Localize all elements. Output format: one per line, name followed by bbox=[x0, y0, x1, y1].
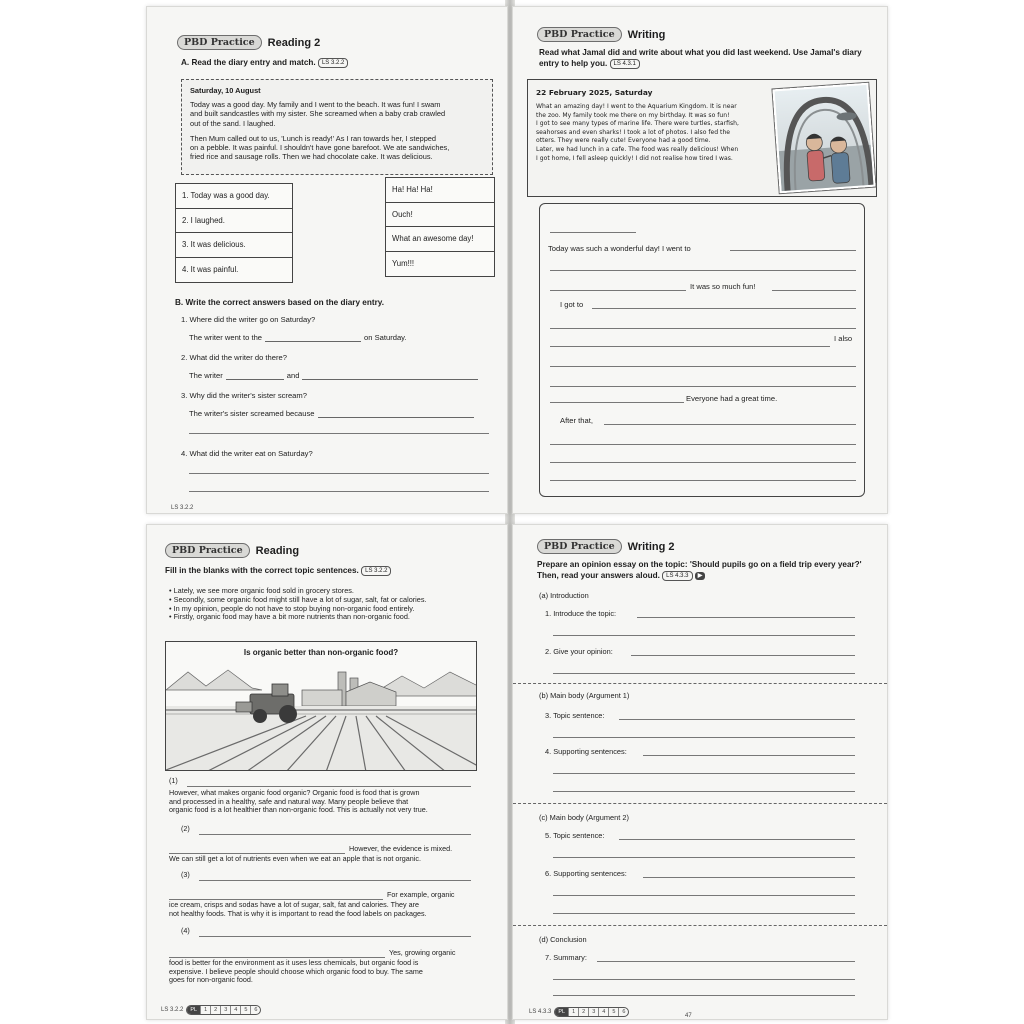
speaking-tag-icon: ▶ bbox=[695, 572, 706, 580]
model-date: 22 February 2025, Saturday bbox=[536, 88, 653, 97]
section-divider bbox=[513, 803, 887, 804]
option-item: • Secondly, some organic food might still have a lot of sugar, salt, fat or calories. bbox=[169, 594, 427, 604]
page-header bbox=[537, 539, 675, 554]
instruction-b: B. Write the correct answers based on the diary entry. bbox=[175, 298, 384, 307]
answer-line[interactable] bbox=[553, 895, 855, 896]
aquarium-photo bbox=[772, 83, 875, 193]
option-item: • Firstly, organic food may have a bit more nutrients than non-organic food. bbox=[169, 612, 410, 622]
answer-line[interactable] bbox=[553, 791, 855, 792]
match-left-column bbox=[175, 183, 293, 283]
question-1: 1. Where did the writer go on Saturday? bbox=[181, 315, 316, 324]
writing-prompt-1: Today was such a wonderful day! I went to bbox=[548, 244, 691, 253]
section-introduction: (a) Introduction bbox=[539, 591, 589, 600]
ls-tag: LS 4.3.3 bbox=[662, 571, 692, 581]
pbd-badge: PBD Practice bbox=[537, 539, 622, 554]
instruction: Read what Jamal did and write about what you did last weekend. Use Jamal's diary entry to help you. LS 4.3.1 bbox=[539, 48, 862, 68]
item-4: 4. Supporting sentences: bbox=[545, 747, 627, 756]
writing-line[interactable] bbox=[550, 328, 856, 329]
paragraph-4-rest: food is better for the environment as it uses less chemicals, but organic food is expensive. I believe people should choose which organic food to buy. The same goes for non-organic food. bbox=[169, 958, 423, 985]
answer-line[interactable] bbox=[619, 719, 855, 720]
writing-line[interactable] bbox=[550, 346, 830, 347]
writing-line[interactable] bbox=[550, 462, 856, 463]
blank-2-label: (2) bbox=[181, 824, 190, 833]
performance-level-scale: PL 1 2 3 4 5 6 bbox=[554, 1007, 629, 1017]
writing-line[interactable] bbox=[730, 250, 856, 251]
question-3: 3. Why did the writer's sister scream? bbox=[181, 391, 307, 400]
paragraph-4-line-1: Yes, growing organic bbox=[389, 948, 456, 957]
page-title: Reading bbox=[255, 544, 300, 557]
page-header bbox=[537, 27, 665, 42]
blank-4-line[interactable] bbox=[199, 936, 471, 937]
diary-date: Saturday, 10 August bbox=[190, 86, 261, 95]
answer-line[interactable] bbox=[553, 673, 855, 674]
writing-line[interactable] bbox=[592, 308, 856, 309]
writing-line[interactable] bbox=[604, 424, 856, 425]
blank-4-label: (4) bbox=[181, 926, 190, 935]
answer-line[interactable] bbox=[637, 617, 855, 618]
section-divider bbox=[513, 925, 887, 926]
page-reading-2 bbox=[146, 6, 508, 514]
paragraph-1: However, what makes organic food organic? Organic food is food that is grown and processed in a healthy, safe and natural way. Many people believe that organic food is a lot healthier than non-organic food. This is actually not very true. bbox=[169, 788, 428, 815]
topic-sentence-options bbox=[169, 587, 489, 622]
writing-prompt-6: After that, bbox=[560, 416, 593, 425]
match-left-item[interactable]: 1. Today was a good day. bbox=[176, 184, 292, 209]
match-right-item[interactable]: Yum!!! bbox=[392, 259, 415, 269]
question-2: 2. What did the writer do there? bbox=[181, 353, 287, 362]
diary-paragraph-2: Then Mum called out to us, 'Lunch is ready!' As I ran towards her, I stepped on a pebble. It was painful. I shouldn't have gone barefoot. We ate sandwiches, fried rice and sausage rolls. Then we had chocolate cake. It was delicious. bbox=[190, 133, 450, 162]
question-4: 4. What did the writer eat on Saturday? bbox=[181, 449, 313, 458]
match-right-column bbox=[385, 177, 495, 277]
page-reading bbox=[146, 524, 508, 1020]
writing-line[interactable] bbox=[772, 290, 856, 291]
blank-1-line[interactable] bbox=[187, 786, 471, 787]
performance-level-scale: PL 1 2 3 4 5 6 bbox=[186, 1005, 261, 1015]
page-footer: LS 3.2.2 bbox=[171, 505, 194, 511]
illustration-title: Is organic better than non-organic food? bbox=[243, 648, 399, 657]
instruction-a: A. Read the diary entry and match. LS 3.2.2 bbox=[181, 57, 348, 68]
item-7: 7. Summary: bbox=[545, 953, 587, 962]
section-divider bbox=[513, 683, 887, 684]
instruction: Prepare an opinion essay on the topic: 'Should pupils go on a field trip every year?' Then, read your answers aloud. LS 4.3.3 ▶ bbox=[537, 560, 862, 580]
answer-blank[interactable] bbox=[302, 372, 478, 380]
answer-line[interactable] bbox=[189, 491, 489, 492]
answer-line[interactable] bbox=[553, 979, 855, 980]
paragraph-3-rest: ice cream, crisps and sodas have a lot of sugar, salt, fat and calories. They are not healthy foods. That is why it is important to read the food labels on packages. bbox=[169, 900, 427, 918]
paragraph-2-line-1: However, the evidence is mixed. bbox=[349, 844, 453, 853]
aquarium-photo-illustration bbox=[775, 85, 876, 194]
writing-prompt-4: I also bbox=[834, 334, 853, 343]
answer-3: The writer's sister screamed because bbox=[189, 409, 474, 418]
page-title: Writing 2 bbox=[627, 540, 675, 553]
page-header bbox=[165, 543, 299, 558]
writing-line[interactable] bbox=[550, 386, 856, 387]
answer-line[interactable] bbox=[553, 857, 855, 858]
writing-line[interactable] bbox=[550, 232, 636, 233]
answer-line[interactable] bbox=[631, 655, 855, 656]
diary-paragraph-1: Today was a good day. My family and I went to the beach. It was fun! I swam and built sandcastles with my sister. She screamed when a baby crab crawled out of the sand. I laughed. bbox=[190, 100, 446, 128]
page-title: Reading 2 bbox=[267, 36, 321, 49]
section-conclusion: (d) Conclusion bbox=[539, 935, 587, 944]
answer-2: The writer and bbox=[189, 371, 478, 380]
writing-line[interactable] bbox=[550, 480, 856, 481]
answer-line[interactable] bbox=[597, 961, 855, 962]
item-6: 6. Supporting sentences: bbox=[545, 869, 627, 878]
pbd-badge: PBD Practice bbox=[165, 543, 250, 558]
writing-line[interactable] bbox=[550, 270, 856, 271]
page-footer: LS 3.2.2 PL 1 2 3 4 5 6 bbox=[161, 1005, 261, 1015]
model-diary-entry bbox=[527, 79, 877, 197]
page-title: Writing bbox=[627, 28, 666, 41]
answer-line[interactable] bbox=[643, 755, 855, 756]
ls-tag: LS 4.3.1 bbox=[610, 59, 640, 69]
page-writing-2 bbox=[512, 524, 888, 1020]
paragraph-3-line-1: For example, organic bbox=[387, 890, 455, 899]
answer-line[interactable] bbox=[553, 737, 855, 738]
blank-2-line[interactable] bbox=[199, 834, 471, 835]
page-number: 47 bbox=[685, 1013, 692, 1019]
writing-line[interactable] bbox=[550, 290, 686, 291]
writing-prompt-5: Everyone had a great time. bbox=[686, 394, 778, 403]
blank-3-label: (3) bbox=[181, 870, 190, 879]
pbd-badge: PBD Practice bbox=[537, 27, 622, 42]
option-item: • In my opinion, people do not have to stop buying non-organic food entirely. bbox=[169, 603, 415, 613]
model-body: What an amazing day! I went to the Aquarium Kingdom. It is near the zoo. My family took me there on my birthday. It was so fun! I got to see many types of marine life. There were turtles, starfish, seahorses and even sharks! I took a lot of photos. I also fed the otters. They were really cute! Everyone had a good time. Later, we had lunch in a cafe. The food was really delicious! When I got home, I fell asleep quickly! I did not realise how tired I was. bbox=[536, 103, 739, 162]
answer-blank[interactable] bbox=[226, 372, 284, 380]
match-right-item[interactable]: Ha! Ha! Ha! bbox=[386, 178, 494, 203]
answer-line[interactable] bbox=[553, 635, 855, 636]
answer-line[interactable] bbox=[553, 995, 855, 996]
match-right-item[interactable]: Ouch! bbox=[386, 203, 494, 228]
answer-line[interactable] bbox=[189, 473, 489, 474]
item-1: 1. Introduce the topic: bbox=[545, 609, 617, 618]
writing-frame bbox=[539, 203, 865, 497]
answer-line[interactable] bbox=[553, 773, 855, 774]
section-argument-2: (c) Main body (Argument 2) bbox=[539, 813, 629, 822]
section-argument-1: (b) Main body (Argument 1) bbox=[539, 691, 630, 700]
answer-1: The writer went to the on Saturday. bbox=[189, 333, 407, 342]
answer-line[interactable] bbox=[619, 839, 855, 840]
item-5: 5. Topic sentence: bbox=[545, 831, 605, 840]
page-footer: LS 4.3.3 PL 1 2 3 4 5 6 bbox=[529, 1007, 629, 1017]
blank-3-line[interactable] bbox=[199, 880, 471, 881]
answer-line[interactable] bbox=[553, 913, 855, 914]
match-left-item[interactable]: 4. It was painful. bbox=[182, 265, 239, 275]
ls-tag: LS 3.2.2 bbox=[318, 58, 348, 68]
answer-blank[interactable] bbox=[265, 334, 361, 342]
match-left-item[interactable]: 3. It was delicious. bbox=[176, 233, 292, 258]
ls-tag: LS 3.2.2 bbox=[361, 566, 391, 576]
writing-prompt-3: I got to bbox=[560, 300, 584, 309]
item-3: 3. Topic sentence: bbox=[545, 711, 605, 720]
writing-line[interactable] bbox=[550, 402, 684, 403]
match-right-item[interactable]: What an awesome day! bbox=[386, 227, 494, 252]
page-writing bbox=[512, 6, 888, 514]
writing-prompt-2: It was so much fun! bbox=[690, 282, 756, 291]
writing-line[interactable] bbox=[550, 444, 856, 445]
diary-entry bbox=[181, 79, 493, 175]
pbd-badge: PBD Practice bbox=[177, 35, 262, 50]
page-header bbox=[177, 35, 320, 50]
answer-line[interactable] bbox=[189, 433, 489, 434]
answer-blank[interactable] bbox=[318, 410, 474, 418]
answer-line[interactable] bbox=[643, 877, 855, 878]
item-2: 2. Give your opinion: bbox=[545, 647, 613, 656]
option-item: • Lately, we see more organic food sold in grocery stores. bbox=[169, 586, 354, 595]
farm-illustration bbox=[165, 641, 477, 771]
paragraph-2-line-2: We can still get a lot of nutrients even when we eat an apple that is not organic. bbox=[169, 854, 421, 863]
farm-scene-drawing bbox=[166, 642, 477, 771]
match-left-item[interactable]: 2. I laughed. bbox=[176, 209, 292, 234]
writing-line[interactable] bbox=[550, 366, 856, 367]
blank-1-label: (1) bbox=[169, 776, 178, 785]
instruction: Fill in the blanks with the correct topic sentences. LS 3.2.2 bbox=[165, 565, 391, 576]
